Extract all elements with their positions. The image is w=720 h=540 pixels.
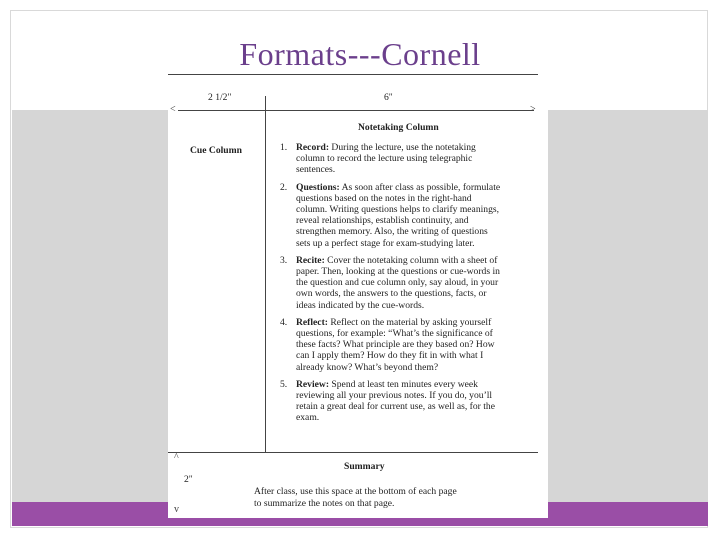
step-text-line: reveal relationships, establish continuity, and	[296, 215, 469, 227]
step-text-line: column. Writing questions helps to clarify meanings,	[296, 204, 500, 216]
step-text-line: column to record the lecture using telegraphic	[296, 153, 473, 165]
step-number: 1.	[280, 142, 288, 153]
step-text-line: sentences.	[296, 164, 336, 176]
step-text-line	[296, 379, 542, 390]
step-label: Review:	[296, 378, 330, 390]
notetaking-step	[280, 379, 542, 424]
bottom-height-label: 2"	[184, 474, 193, 485]
step-text-line	[296, 182, 542, 193]
step-text-line: retain a great deal for current use, as well as, for the	[296, 401, 495, 413]
top-rule	[168, 74, 538, 75]
summary-text-line-1: After class, use this space at the bottom of each page	[254, 486, 457, 497]
step-text-line: strengthen memory. Also, the writing of questions	[296, 226, 488, 238]
step-label: Recite:	[296, 254, 325, 266]
step-label: Reflect:	[296, 316, 328, 328]
dimension-line	[178, 110, 534, 111]
up-arrowhead-icon: ^	[174, 452, 179, 463]
step-number: 2.	[280, 181, 288, 193]
step-text-line: ideas indicated by the cue-words.	[296, 299, 425, 311]
step-text: Reflect on the material by asking yourself	[327, 316, 492, 328]
step-text: Cover the notetaking column with a sheet of	[324, 254, 498, 266]
step-text-line	[296, 255, 542, 266]
step-number: 4.	[280, 316, 288, 328]
step-text-line: already know? What’s beyond them?	[296, 361, 439, 373]
right-width-label: 6"	[384, 92, 393, 103]
step-text-line: can I apply them? How do they fit in with what I	[296, 350, 484, 362]
step-number: 3.	[280, 254, 288, 266]
step-text-line: the question and cue column only, say aloud, in your	[296, 277, 499, 289]
cornell-notes-diagram	[168, 72, 548, 518]
step-text-line: exam.	[296, 412, 320, 424]
notetaking-step	[280, 142, 542, 176]
step-label: Record:	[296, 142, 330, 153]
cue-column-heading: Cue Column	[190, 145, 242, 156]
step-number: 5.	[280, 378, 288, 390]
summary-text-line-2: to summarize the notes on that page.	[254, 498, 395, 509]
step-text-line: questions, for example: “What’s the significance of	[296, 328, 493, 340]
notetaking-step	[280, 182, 542, 249]
step-text-line: reviewing all your previous notes. If you do, you’ll	[296, 390, 493, 402]
step-text-line	[296, 142, 542, 153]
notetaking-steps-list	[280, 142, 542, 430]
step-text: During the lecture, use the notetaking	[329, 142, 476, 153]
left-width-label: 2 1/2"	[208, 92, 232, 103]
slide-title: Formats---Cornell	[239, 36, 481, 72]
step-text-line	[296, 317, 542, 328]
summary-divider	[168, 452, 538, 453]
step-text-line: own words, the answers to the questions, facts, or	[296, 288, 487, 300]
step-label: Questions:	[296, 181, 340, 193]
step-text-line: questions based on the notes in the right-hand	[296, 192, 472, 204]
left-arrowhead-icon: <	[170, 104, 176, 115]
step-text-line: paper. Then, looking at the questions or cue-words in	[296, 266, 500, 278]
notetaking-step	[280, 317, 542, 373]
step-text: Spend at least ten minutes every week	[329, 378, 478, 390]
notetaking-step	[280, 255, 542, 311]
notetaking-column-heading: Notetaking Column	[358, 122, 439, 133]
down-arrowhead-icon: v	[174, 504, 179, 515]
step-text-line: sets up a perfect stage for exam-studying later.	[296, 237, 475, 249]
step-text-line: these facts? What principle are they based on? How	[296, 339, 495, 351]
right-arrowhead-icon: >	[530, 104, 536, 115]
step-text: As soon after class as possible, formulate	[339, 181, 501, 193]
column-divider	[265, 96, 266, 452]
summary-heading: Summary	[344, 461, 385, 472]
